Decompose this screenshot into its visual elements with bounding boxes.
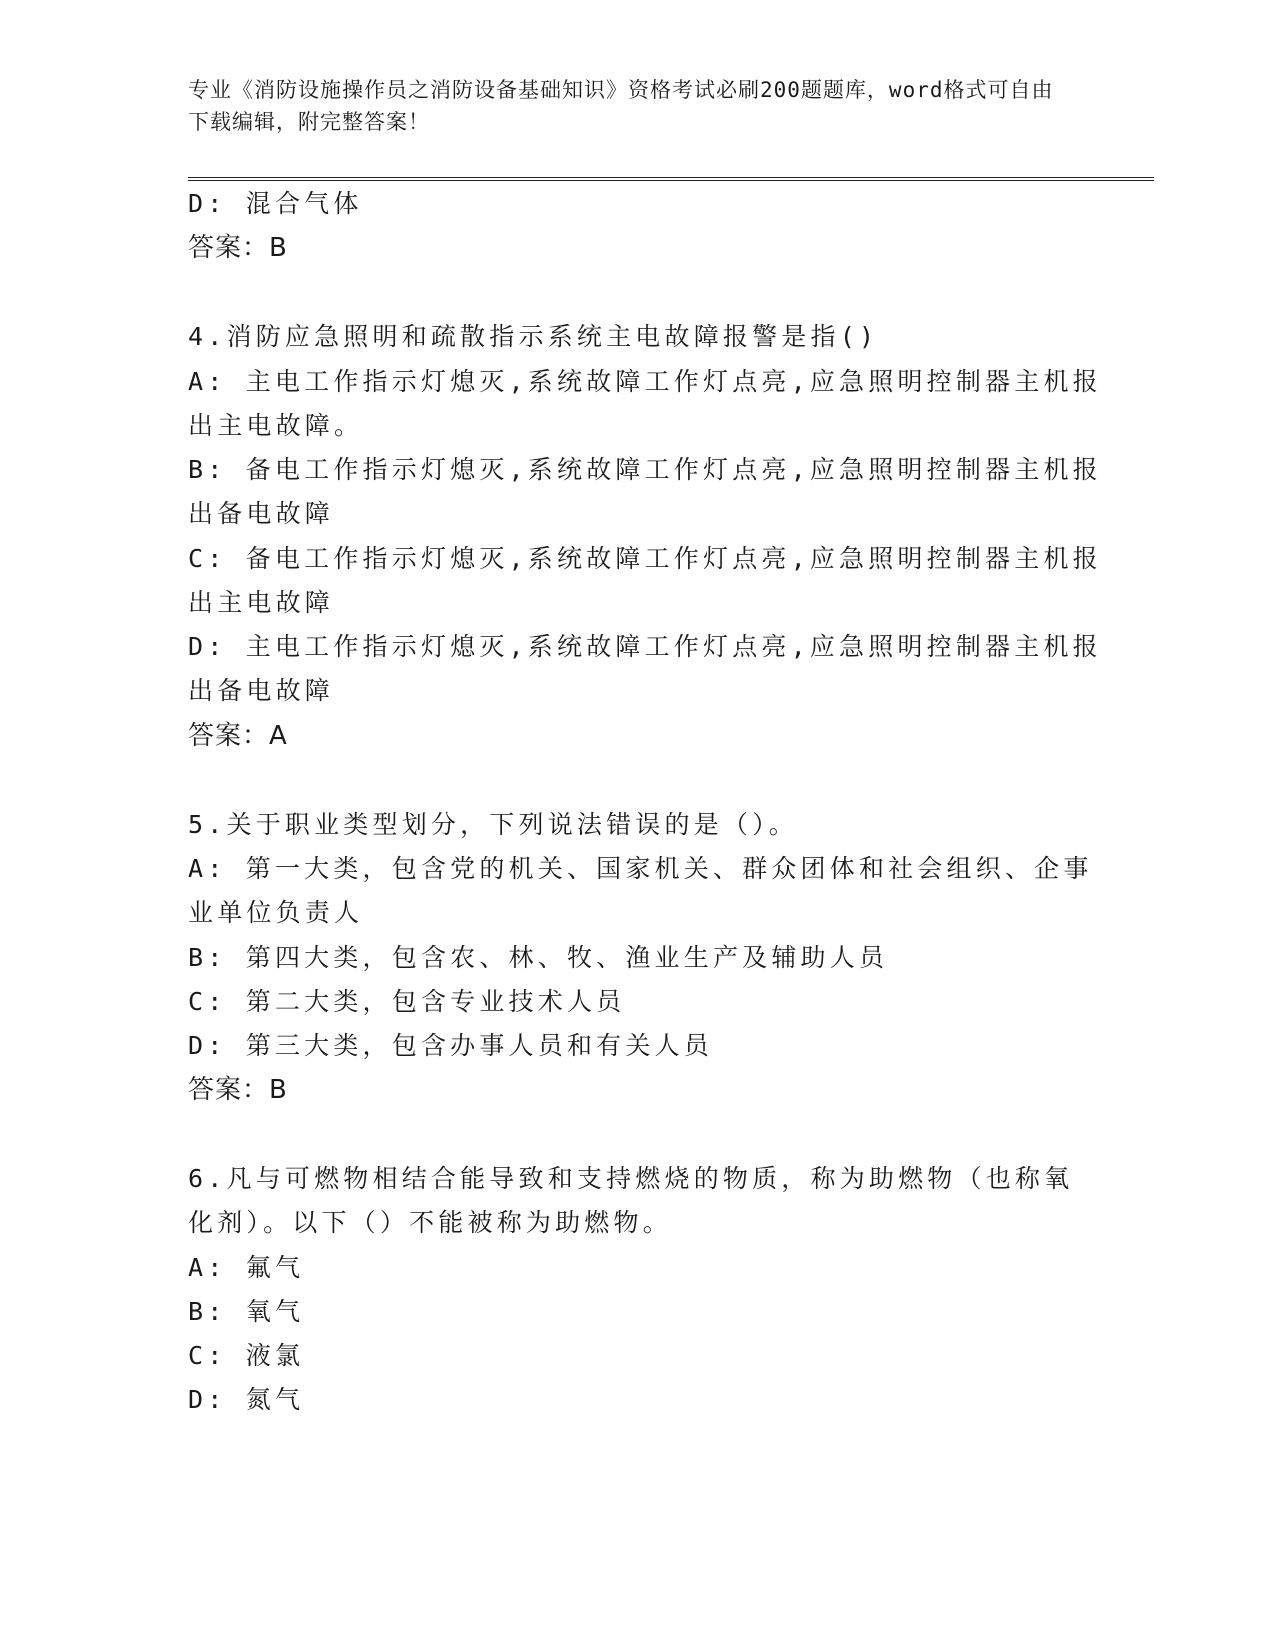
q6-option-a: A: 氟气 xyxy=(188,1253,305,1282)
q4-answer: 答案：A xyxy=(188,721,288,751)
q5-option-a-line1: A: 第一大类，包含党的机关、国家机关、群众团体和社会组织、企事 xyxy=(188,854,1093,883)
q6-stem-line2: 化剂）。以下（）不能被称为助燃物。 xyxy=(188,1208,672,1237)
q4-option-c-line2: 出主电故障 xyxy=(188,588,335,617)
q5-stem: 5.关于职业类型划分，下列说法错误的是（）。 xyxy=(188,810,799,839)
q4-option-b-line2: 出备电故障 xyxy=(188,499,335,528)
q3-answer: 答案：B xyxy=(188,233,288,263)
q4-option-d-line1: D: 主电工作指示灯熄灭,系统故障工作灯点亮,应急照明控制器主机报 xyxy=(188,632,1102,661)
q4-option-c-line1: C: 备电工作指示灯熄灭,系统故障工作灯点亮,应急照明控制器主机报 xyxy=(188,544,1102,573)
page-header-title: 专业《消防设施操作员之消防设备基础知识》资格考试必刷200题题库，word格式可自由下载编辑，附完整答案！ xyxy=(188,78,1054,134)
q4-stem: 4.消防应急照明和疏散指示系统主电故障报警是指() xyxy=(188,322,879,351)
q4-option-a-line2: 出主电故障。 xyxy=(188,411,364,440)
q5-option-b: B: 第四大类，包含农、林、牧、渔业生产及辅助人员 xyxy=(188,943,889,972)
q4-option-a-line1: A: 主电工作指示灯熄灭,系统故障工作灯点亮,应急照明控制器主机报 xyxy=(188,367,1102,396)
q3-option-d: D: 混合气体 xyxy=(188,189,363,218)
q5-option-d: D: 第三大类，包含办事人员和有关人员 xyxy=(188,1031,713,1060)
q5-answer: 答案：B xyxy=(188,1075,288,1105)
q6-option-b: B: 氧气 xyxy=(188,1297,305,1326)
header-divider xyxy=(188,177,1154,181)
q6-option-d: D: 氮气 xyxy=(188,1385,305,1414)
q4-option-d-line2: 出备电故障 xyxy=(188,676,335,705)
q5-option-a-line2: 业单位负责人 xyxy=(188,898,364,927)
q6-stem-line1: 6.凡与可燃物相结合能导致和支持燃烧的物质，称为助燃物（也称氧 xyxy=(188,1164,1074,1193)
q6-option-c: C: 液氯 xyxy=(188,1341,305,1370)
q5-option-c: C: 第二大类，包含专业技术人员 xyxy=(188,987,626,1016)
q4-option-b-line1: B: 备电工作指示灯熄灭,系统故障工作灯点亮,应急照明控制器主机报 xyxy=(188,455,1102,484)
